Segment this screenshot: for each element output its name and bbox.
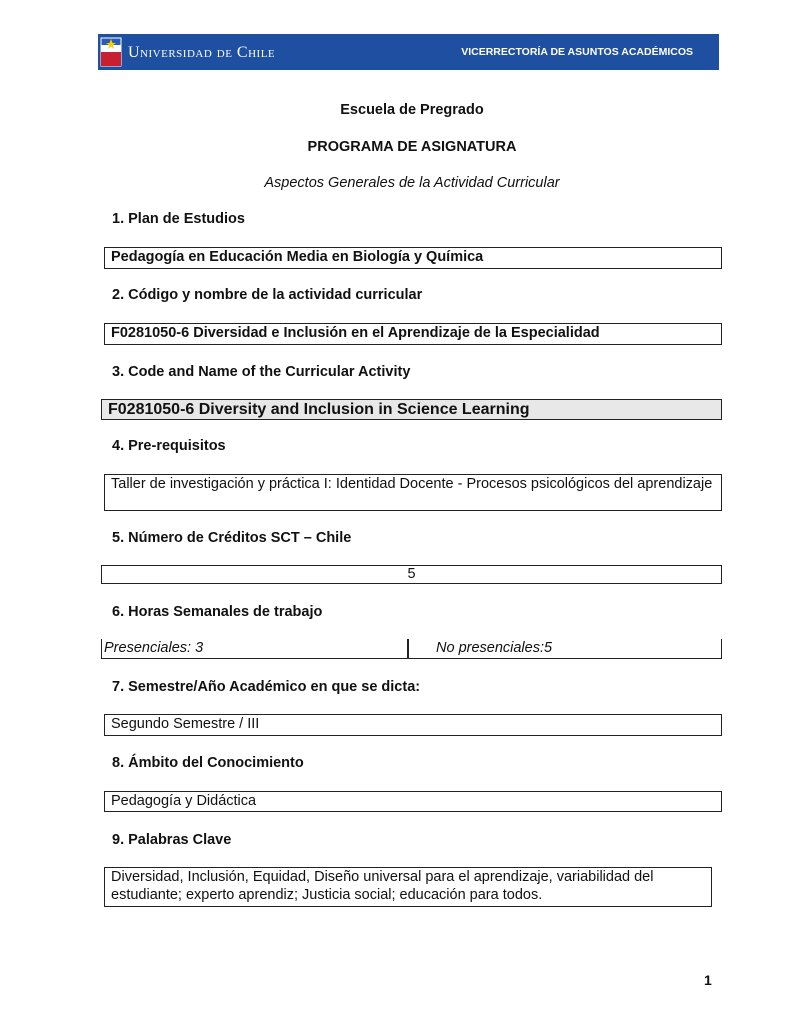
activity-code-box: F0281050-6 Diversidad e Inclusión en el Aprendizaje de la Especialidad bbox=[104, 323, 722, 345]
program-title: PROGRAMA DE ASIGNATURA bbox=[307, 139, 517, 155]
section-6-heading: 6. Horas Semanales de trabajo bbox=[112, 604, 323, 620]
credits-box: 5 bbox=[101, 565, 722, 584]
prerequisites-box: Taller de investigación y práctica I: Identidad Docente - Procesos psicológicos del aprendizaje bbox=[104, 474, 722, 511]
section-9-heading: 9. Palabras Clave bbox=[112, 832, 232, 848]
hours-row bbox=[101, 639, 722, 659]
knowledge-area-box: Pedagogía y Didáctica bbox=[104, 791, 722, 812]
subtitle: Aspectos Generales de la Actividad Curricular bbox=[264, 175, 560, 191]
hours-divider bbox=[407, 639, 409, 658]
section-8-heading: 8. Ámbito del Conocimiento bbox=[112, 755, 304, 771]
study-plan-box: Pedagogía en Educación Media en Biología y Química bbox=[104, 247, 722, 269]
school-title: Escuela de Pregrado bbox=[340, 102, 484, 118]
university-crest-icon bbox=[100, 37, 122, 67]
remote-hours: No presenciales:5 bbox=[436, 640, 553, 656]
section-3-heading: 3. Code and Name of the Curricular Activity bbox=[112, 364, 411, 380]
semester-box: Segundo Semestre / III bbox=[104, 714, 722, 736]
in-person-hours: Presenciales: 3 bbox=[104, 640, 204, 656]
section-7-heading: 7. Semestre/Año Académico en que se dicta: bbox=[112, 679, 421, 695]
activity-name-english-box: F0281050-6 Diversity and Inclusion in Science Learning bbox=[101, 399, 722, 420]
page-number: 1 bbox=[704, 972, 712, 988]
section-5-heading: 5. Número de Créditos SCT – Chile bbox=[112, 530, 352, 546]
section-4-heading: 4. Pre-requisitos bbox=[112, 438, 226, 454]
header-banner bbox=[98, 34, 719, 70]
section-2-heading: 2. Código y nombre de la actividad curricular bbox=[112, 287, 423, 303]
office-name: VICERRECTORÍA DE ASUNTOS ACADÉMICOS bbox=[461, 46, 693, 58]
university-name: Universidad de Chile bbox=[128, 44, 276, 61]
keywords-box: Diversidad, Inclusión, Equidad, Diseño universal para el aprendizaje, variabilidad del estudiante; experto aprendiz; Justicia social; educación para todos. bbox=[104, 867, 712, 907]
section-1-heading: 1. Plan de Estudios bbox=[112, 211, 245, 227]
